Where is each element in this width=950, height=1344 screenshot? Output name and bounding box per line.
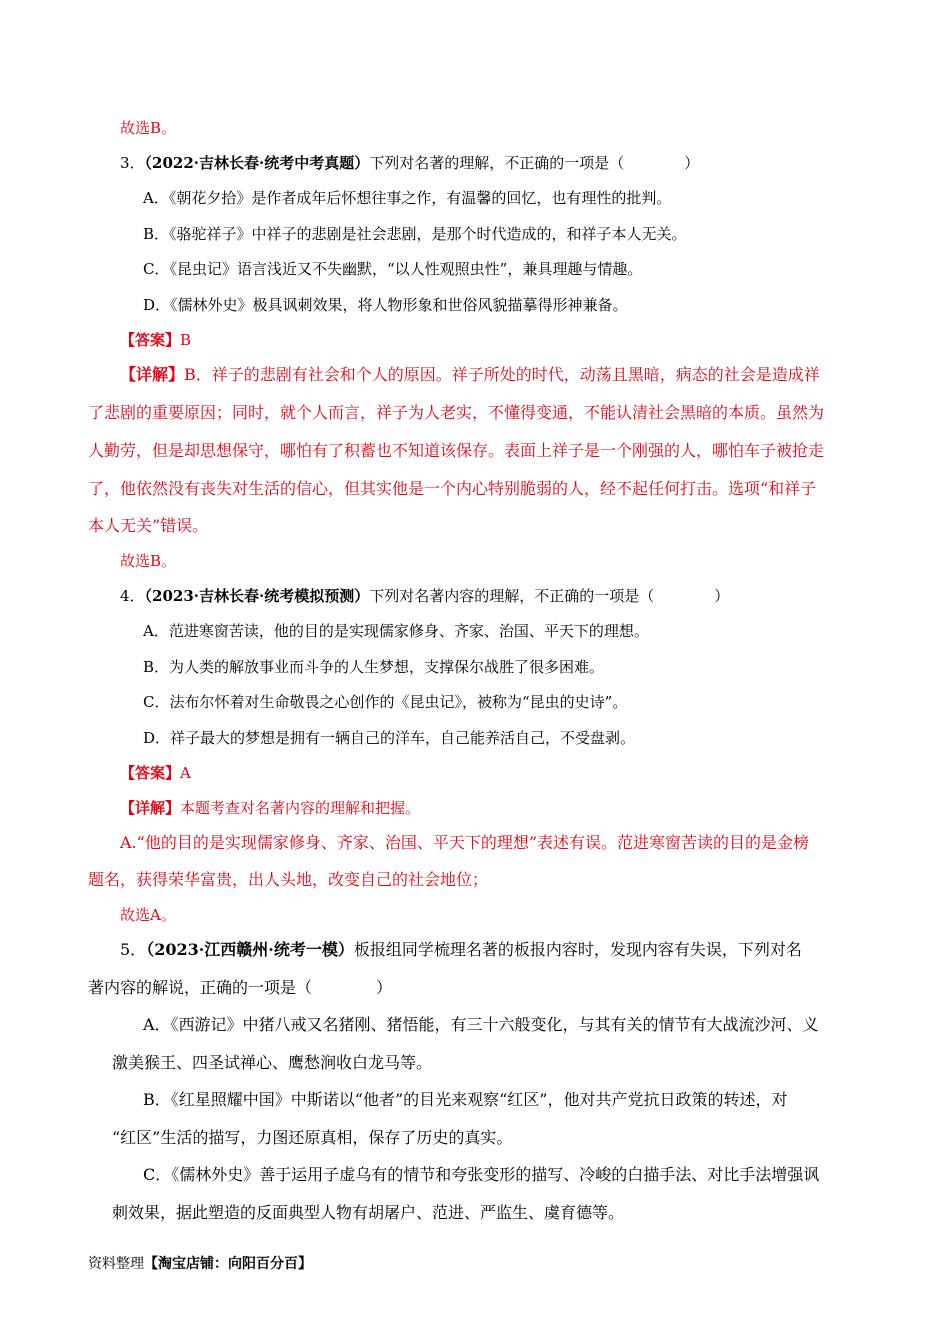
q5-option-b-line-1: B．《红星照耀中国》中斯诺以“他者”的目光来观察“红区”，他对共产党抗日政策的转述，对 — [143, 1090, 788, 1109]
q3-answer-value: B — [180, 331, 192, 349]
q3-detail-label: 【详解】 — [120, 365, 185, 384]
q4-detail-first: 本题考查对名著内容的理解和把握。 — [180, 799, 421, 817]
q3-question — [120, 153, 699, 173]
q4-answer-label: 【答案】 — [120, 764, 181, 782]
q2-conclusion: 故选B。 — [120, 119, 177, 137]
q3-option-c: C．《昆虫记》语言浅近又不失幽默，“以人性观照虫性”，兼具理趣与情趣。 — [143, 260, 643, 278]
q5-option-a-line-1: A．《西游记》中猪八戒又名猪刚、猪悟能，有三十六般变化，与其有关的情节有大战流沙河、义 — [143, 1015, 819, 1034]
footer-shop: 【淘宝店铺：向阳百分百】 — [144, 1256, 312, 1272]
q5-question-line-1 — [120, 940, 802, 960]
q5-option-b-line-2: “红区”生活的描写，力图还原真相，保存了历史的真实。 — [112, 1128, 513, 1147]
q3-detail-line-2: 了悲剧的重要原因；同时，就个人而言，祥子为人老实，不懂得变通，不能认清社会黑暗的本质。虽然为 — [88, 403, 825, 422]
q3-answer — [120, 330, 191, 350]
q3-number: 3． — [120, 154, 145, 172]
q4-detail-line-1 — [120, 798, 420, 818]
q4-answer — [120, 763, 191, 783]
q4-option-b: B．为人类的解放事业而斗争的人生梦想，支撑保尔战胜了很多困难。 — [143, 658, 605, 676]
q5-number: 5． — [120, 940, 147, 959]
q3-detail-line-5: 本人无关”错误。 — [88, 516, 209, 535]
q4-number: 4． — [120, 587, 145, 605]
q5-question-line-2: 著内容的解说，正确的一项是（ ） — [88, 978, 393, 997]
q3-source: （2022·吉林长春·统考中考真题） — [144, 154, 370, 172]
q5-option-c-line-2: 刺效果，据此塑造的反面典型人物有胡屠户、范进、严监生、虞育德等。 — [112, 1203, 625, 1222]
q5-option-c-line-1: C．《儒林外史》善于运用子虚乌有的情节和夸张变形的描写、冷峻的白描手法、对比手法增强讽 — [143, 1165, 820, 1184]
q4-question — [120, 586, 729, 606]
q3-stem: 下列对名著的理解，不正确的一项是（ ） — [369, 154, 700, 172]
q3-option-a: A．《朝花夕拾》是作者成年后怀想往事之作，有温馨的回忆，也有理性的批判。 — [143, 189, 672, 207]
q5-stem-1: 板报组同学梳理名著的板报内容时，发现内容有失误，下列对名 — [353, 940, 802, 959]
q4-answer-value: A — [180, 764, 191, 782]
q3-option-d: D．《儒林外史》极具讽刺效果，将人物形象和世俗风貌描摹得形神兼备。 — [143, 296, 628, 314]
footer-prefix: 资料整理 — [88, 1256, 144, 1272]
q5-source: （2023·江西赣州·统考一模） — [146, 940, 354, 959]
page-footer — [88, 1254, 312, 1274]
q4-detail-line-2: A.“他的目的是实现儒家修身、齐家、治国、平天下的理想”表述有误。范进寒窗苦读的目的是金榜 — [120, 833, 810, 852]
q4-detail-line-3: 题名，获得荣华富贵，出人头地，改变自己的社会地位； — [88, 870, 489, 889]
q4-source: （2023·吉林长春·统考模拟预测） — [144, 587, 370, 605]
q3-answer-label: 【答案】 — [120, 331, 181, 349]
q4-option-c: C．法布尔怀着对生命敬畏之心创作的《昆虫记》，被称为“昆虫的史诗”。 — [143, 693, 628, 711]
q4-option-a: A．范进寒窗苦读，他的目的是实现儒家修身、齐家、治国、平天下的理想。 — [143, 622, 649, 640]
q4-detail-label: 【详解】 — [120, 799, 181, 817]
q4-stem: 下列对名著内容的理解，不正确的一项是（ ） — [369, 587, 730, 605]
q3-detail-line-3: 人勤劳，但是却思想保守，哪怕有了积蓄也不知道该保存。表面上祥子是一个刚强的人，哪怕车子被抢走 — [88, 441, 825, 460]
q3-option-b: B．《骆驼祥子》中祥子的悲剧是社会悲剧，是那个时代造成的，和祥子本人无关。 — [143, 225, 687, 243]
q3-conclusion: 故选B。 — [120, 552, 177, 570]
q4-option-d: D．祥子最大的梦想是拥有一辆自己的洋车，自己能养活自己，不受盘剥。 — [143, 729, 636, 747]
q5-option-a-line-2: 激美猴王、四圣试禅心、鹰愁涧收白龙马等。 — [112, 1053, 433, 1072]
q3-detail-line-4: 了，他依然没有丧失对生活的信心，但其实他是一个内心特别脆弱的人，经不起任何打击。选项“和祥子 — [88, 479, 817, 498]
q3-detail-text-1: B．祥子的悲剧有社会和个人的原因。祥子所处的时代，动荡且黑暗，病态的社会是造成祥 — [184, 365, 820, 384]
q4-conclusion: 故选A。 — [120, 906, 176, 924]
q3-detail-line-1 — [120, 365, 820, 385]
